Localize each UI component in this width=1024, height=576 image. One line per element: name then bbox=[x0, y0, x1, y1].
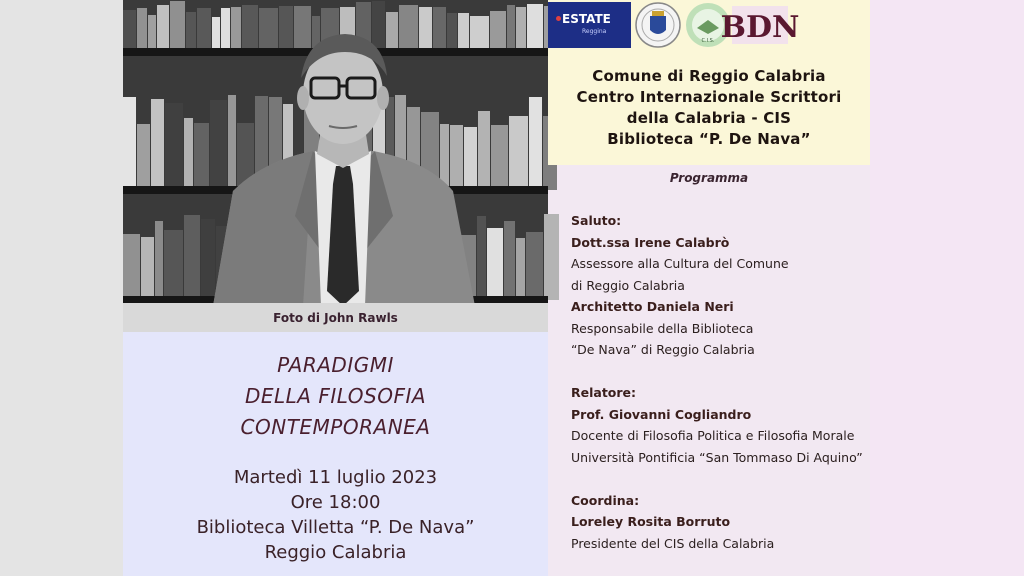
event-date: Martedì 11 luglio 2023 bbox=[233, 467, 438, 488]
book-spine bbox=[123, 234, 140, 300]
institution-line: Biblioteca “P. De Nava” bbox=[607, 130, 811, 148]
book-spine bbox=[544, 214, 559, 300]
book-spine bbox=[491, 125, 508, 190]
book-spine bbox=[157, 5, 169, 52]
speaker-role: “De Nava” di Reggio Calabria bbox=[571, 342, 755, 357]
speaker-role: Docente di Filosofia Politica e Filosofia Morale bbox=[571, 428, 855, 443]
book-spine bbox=[184, 215, 200, 300]
speaker-role: Presidente del CIS della Calabria bbox=[571, 535, 775, 551]
speaker-name: Loreley Rosita Borruto bbox=[571, 514, 731, 529]
institution-line: della Calabria - CIS bbox=[626, 109, 792, 127]
institution-line: Centro Internazionale Scrittori bbox=[576, 88, 842, 106]
speaker-role: Assessore alla Cultura del Comune bbox=[571, 256, 789, 271]
book-spine bbox=[509, 116, 528, 190]
biblioteca-logo-icon bbox=[720, 6, 800, 45]
program-heading: Programma bbox=[669, 171, 749, 185]
estate-logo-icon: ESTATE Reggina bbox=[548, 2, 631, 48]
portrait-photo bbox=[123, 0, 548, 303]
logo-row bbox=[548, 0, 870, 50]
svg-text:C.I.S.: C.I.S. bbox=[701, 38, 715, 44]
event-title-line: PARADIGMI bbox=[277, 353, 394, 377]
book-spine bbox=[170, 1, 185, 52]
book-spine bbox=[164, 230, 183, 300]
book-spine bbox=[155, 221, 163, 300]
book-spine bbox=[490, 11, 506, 52]
book-spine bbox=[507, 5, 515, 52]
event-venue: Biblioteca Villetta “P. De Nava” bbox=[196, 517, 475, 538]
book-spine bbox=[516, 7, 526, 52]
institution-header bbox=[548, 0, 870, 165]
event-details bbox=[123, 465, 548, 565]
book-spine bbox=[148, 15, 156, 52]
book-spine bbox=[186, 12, 196, 52]
comune-crest-icon bbox=[634, 2, 682, 48]
book-spine bbox=[529, 97, 542, 190]
speaker-role: Università Pontificia “San Tommaso Di Aquino” bbox=[571, 449, 863, 465]
book-spine bbox=[123, 10, 136, 52]
book-spine bbox=[526, 232, 543, 300]
event-title-line: CONTEMPORANEA bbox=[240, 415, 431, 439]
speaker-name: Prof. Giovanni Cogliandro bbox=[571, 406, 752, 422]
institution-line: Comune di Reggio Calabria bbox=[592, 67, 826, 85]
book-spine bbox=[141, 237, 154, 300]
event-title-line: DELLA FILOSOFIA bbox=[244, 384, 427, 408]
book-spine bbox=[137, 124, 150, 190]
book-spine bbox=[137, 8, 147, 52]
speaker-role: Responsabile della Biblioteca bbox=[571, 320, 754, 336]
institution-names bbox=[548, 66, 870, 150]
book-spine bbox=[123, 97, 136, 190]
relatore-label: Relatore: bbox=[571, 385, 637, 400]
speaker-name: Dott.ssa Irene Calabrò bbox=[571, 234, 730, 250]
left-margin bbox=[0, 0, 123, 576]
event-title bbox=[123, 350, 548, 443]
photo-caption: Foto di John Rawls bbox=[123, 303, 548, 332]
book-spine bbox=[184, 118, 193, 190]
coordina-label: Coordina: bbox=[571, 492, 640, 508]
event-time: Ore 18:00 bbox=[290, 492, 381, 513]
book-spine bbox=[504, 221, 515, 300]
program-list bbox=[571, 210, 1011, 554]
book-spine bbox=[516, 238, 525, 300]
speaker-role: di Reggio Calabria bbox=[571, 277, 685, 293]
book-spine bbox=[165, 103, 183, 190]
john-rawls-figure bbox=[203, 16, 483, 306]
book-spine bbox=[487, 228, 503, 300]
saluto-label: Saluto: bbox=[571, 213, 622, 228]
speaker-name: Architetto Daniela Neri bbox=[571, 299, 734, 314]
book-spine bbox=[151, 99, 164, 190]
bdn-logo-text: BDN bbox=[720, 10, 800, 45]
estate-logo-text: ESTATE bbox=[562, 12, 611, 26]
event-panel bbox=[123, 332, 548, 576]
book-spine bbox=[527, 4, 543, 52]
event-city: Reggio Calabria bbox=[264, 542, 407, 563]
